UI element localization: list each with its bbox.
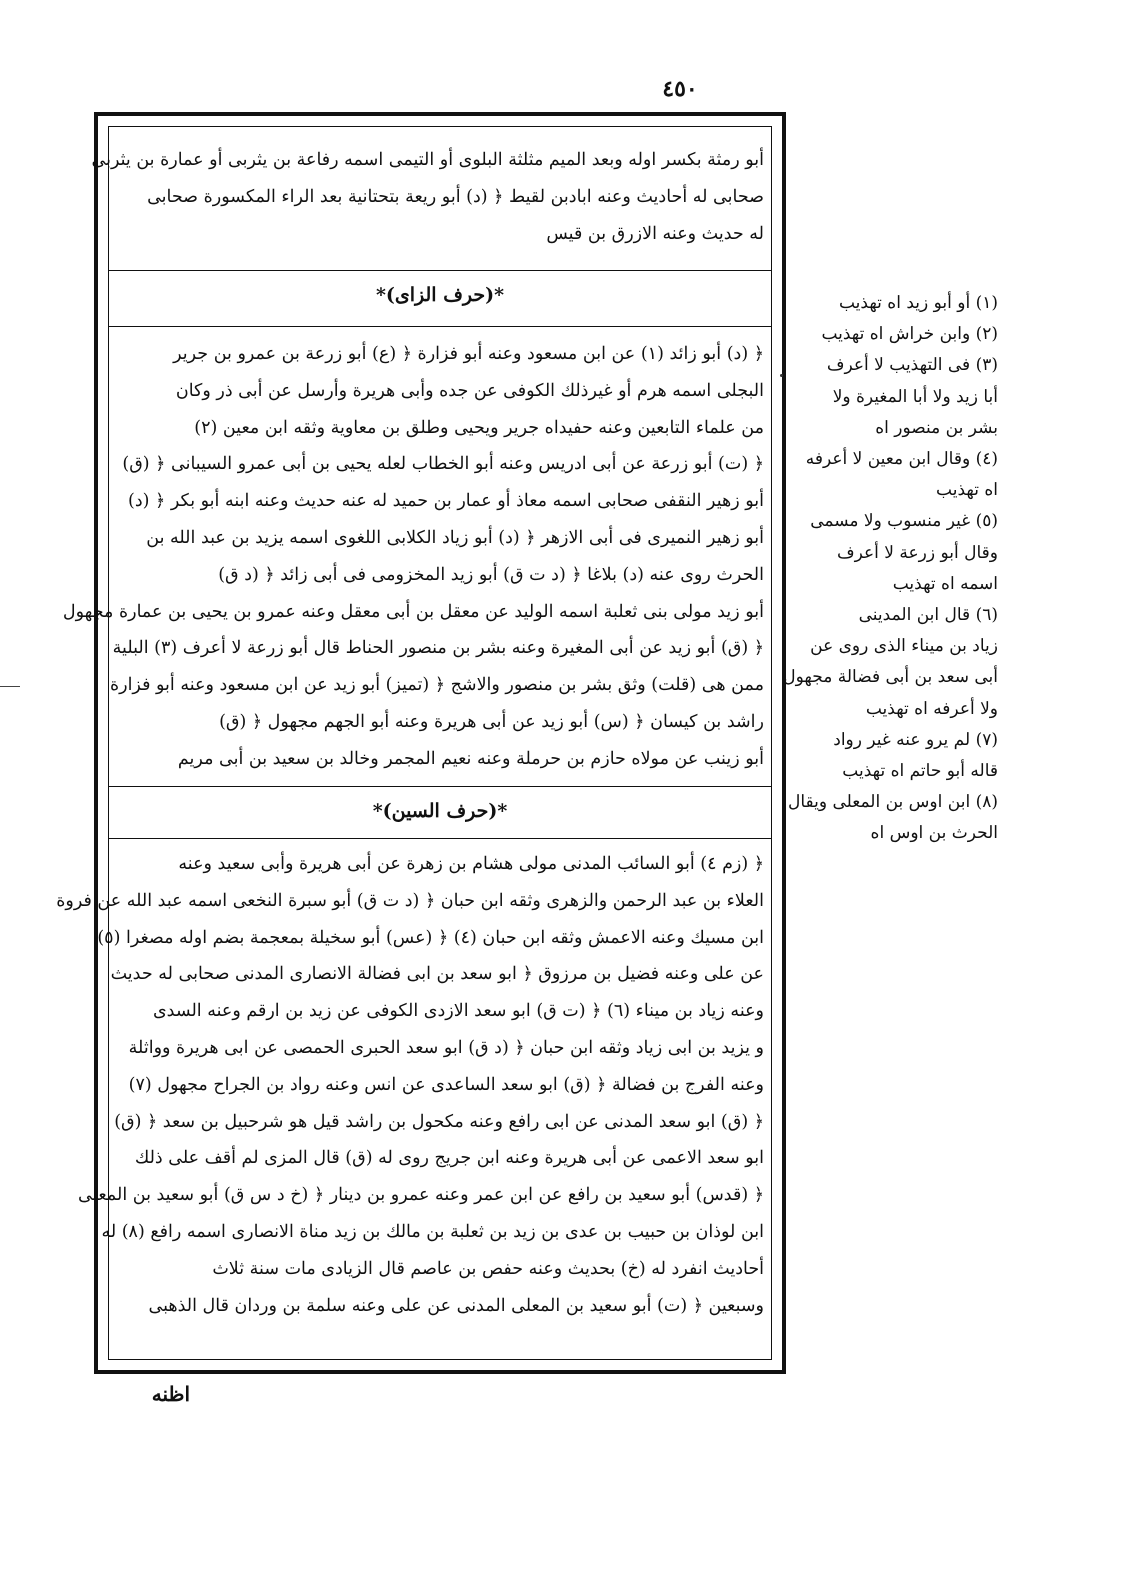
text-line: ﴿ (قدس) أبو سعيد بن رافع عن ابن عمر وعنه عمرو بن دينار ﴿ (خ د س ق) أبو سعيد بن المعلى <box>78 1185 764 1206</box>
text-line: ابو سعد الاعمى عن أبى هريرة وعنه ابن جريج روى له (ق) قال المزى لم أقف على ذلك <box>134 1148 764 1169</box>
page-number: ٤٥٠ <box>662 76 698 102</box>
text-line: راشد بن كيسان ﴿ (س) أبو زيد عن أبى هريرة وعنه أبو الجهم مجهول ﴿ (ق) <box>219 711 764 732</box>
text-line: أبو زهير النميرى فى أبى الازهر ﴿ (د) أبو زياد الكلابى اللغوى اسمه يزيد بن عبد الله بن <box>146 527 764 548</box>
margin-note-line: الحرث بن اوس اه <box>870 823 998 844</box>
text-line: و يزيد بن ابى زياد وثقه ابن حبان ﴿ (د ق) ابو سعد الحبرى الحمصى عن ابى هريرة وواثلة <box>128 1037 764 1058</box>
text-line: وعنه الفرج بن فضالة ﴿ (ق) ابو سعد الساعدى عن انس وعنه رواد بن الجراح مجهول (٧) <box>128 1074 764 1095</box>
margin-note-line: (٨) ابن اوس بن المعلى ويقال <box>788 792 998 813</box>
margin-note-line: قاله أبو حاتم اه تهذيب <box>842 761 998 782</box>
scan-dot <box>780 374 783 377</box>
sin-section-text <box>56 846 764 1324</box>
catchword: اظنه <box>151 1382 190 1406</box>
text-line: أبو زهير النقفى صحابى اسمه معاذ أو عمار بن حميد له عنه حديث وعنه ابنه أبو بكر ﴿ (د) <box>128 491 764 512</box>
margin-note-line: (٧) لم يرو عنه غير رواد <box>833 729 998 750</box>
text-line: ﴿ (د) أبو زائد (١) عن ابن مسعود وعنه أبو فزارة ﴿ (ع) أبو زرعة بن عمرو بن جرير <box>173 344 764 364</box>
margin-note-line: أبا زيد ولا أبا المغيرة ولا <box>832 386 998 407</box>
margin-note-line: (٥) غير منسوب ولا مسمى <box>810 511 998 532</box>
text-line: له حديث وعنه الازرق بن قيس <box>546 223 764 244</box>
margin-note-line: اسمه اه تهذيب <box>892 573 998 594</box>
text-line: أبو رمثة بكسر اوله وبعد الميم مثلثة البلوى أو التيمى اسمه رفاعة بن يثربى أو عمارة بن يثربى <box>91 150 764 170</box>
text-line: ﴿ (زم ٤) أبو السائب المدنى مولى هشام بن زهرة عن أبى هريرة وأبى سعيد وعنه <box>178 854 764 874</box>
margin-note-line: ولا أعرفه اه تهذيب <box>865 698 998 719</box>
text-line: أبو زينب عن مولاه حازم بن حرملة وعنه نعيم المجمر وخالد بن سعيد بن أبى مريم <box>177 748 764 769</box>
text-line: أبو زيد مولى بنى ثعلبة اسمه الوليد عن معقل بن أبى معقل وعنه عمرو بن يحيى بن عمارة مجهول <box>62 601 764 622</box>
scan-mark <box>0 686 20 687</box>
text-line: ابن مسيك وعنه الاعمش وثقه ابن حبان (٤) ﴿ (عس) أبو سخيلة بمعجمة بضم اوله مصغرا (٥) <box>97 927 764 948</box>
text-line: ﴿ (ق) أبو زيد عن أبى المغيرة وعنه بشر بن منصور الحناط قال أبو زرعة لا أعرف (٣) البلية <box>112 638 764 659</box>
section-heading-sin: *(حرف السين)* <box>372 800 508 822</box>
text-line: ابن لوذان بن حبيب بن عدى بن زيد بن ثعلبة بن مالك بن زيد مناة الانصارى اسمه رافع (٨) له <box>101 1221 764 1242</box>
text-line: وسبعين ﴿ (ت) أبو سعيد بن المعلى المدنى عن على وعنه سلمة بن وردان قال الذهبى <box>148 1295 764 1316</box>
section-divider <box>108 326 772 327</box>
text-line: عن على وعنه فضيل بن مرزوق ﴿ ابو سعد بن ابى فضالة الانصارى المدنى صحابى له حديث <box>110 964 764 985</box>
text-line: ممن هى (قلت) وثق بشر بن منصور والاشج ﴿ (تميز) أبو زيد عن ابن مسعود وعنه أبو فزارة <box>109 675 764 696</box>
text-line: أحاديث انفرد له (خ) بحديث وعنه حفص بن عاصم قال الزيادى مات سنة ثلاث <box>212 1258 764 1279</box>
margin-note-line: بشر بن منصور اه <box>875 417 998 438</box>
zay-section-text <box>62 336 764 778</box>
section-divider <box>108 270 772 271</box>
text-line: من علماء التابعين وعنه حفيداه جرير ويحيى وطلق بن معاوية وثقه ابن معين (٢) <box>194 417 764 438</box>
section-heading-zay: *(حرف الزاى)* <box>375 284 505 306</box>
text-line: وعنه زياد بن ميناء (٦) ﴿ (ت ق) ابو سعد الازدى الكوفى عن زيد بن ارقم وعنه السدى <box>152 1001 764 1022</box>
section-divider <box>108 838 772 839</box>
margin-note-line: (٦) قال ابن المدينى <box>858 605 998 626</box>
margin-note-line: (٢) وابن خراش اه تهذيب <box>821 324 998 345</box>
margin-note-line: اه تهذيب <box>936 480 998 501</box>
text-line: ﴿ (ق) ابو سعد المدنى عن ابى رافع وعنه مكحول بن راشد قيل هو شرحبيل بن سعد ﴿ (ق) <box>114 1111 764 1132</box>
margin-note-line: (١) أو أبو زيد اه تهذيب <box>838 293 998 313</box>
margin-notes <box>784 288 998 850</box>
margin-note-line: وقال أبو زرعة لا أعرف <box>837 542 998 563</box>
margin-note-line: زياد بن ميناء الذى روى عن <box>810 636 998 657</box>
text-line: ﴿ (ت) أبو زرعة عن أبى ادريس وعنه أبو الخطاب لعله يحيى بن أبى عمرو السيبانى ﴿ (ق) <box>122 454 764 475</box>
text-line: صحابى له أحاديث وعنه ابادبن لقيط ﴿ (د) أبو ريعة بتحتانية بعد الراء المكسورة صحابى <box>147 186 764 207</box>
margin-note-line: (٤) وقال ابن معين لا أعرفه <box>805 449 998 470</box>
intro-paragraph <box>91 142 764 252</box>
text-line: الحرث روى عنه (د) بلاغا ﴿ (د ت ق) أبو زيد المخزومى فى أبى زائد ﴿ (د ق) <box>218 564 764 585</box>
section-divider <box>108 786 772 787</box>
text-line: البجلى اسمه هرم أو غيرذلك الكوفى عن جده وأبى هريرة وأرسل عن أبى ذر وكان <box>175 380 764 401</box>
margin-note-line: (٣) فى التهذيب لا أعرف <box>826 355 998 376</box>
text-line: العلاء بن عبد الرحمن والزهرى وثقه ابن حبان ﴿ (د ت ق) أبو سبرة النخعى اسمه عبد الله عن فروة <box>56 890 764 911</box>
margin-note-line: أبى سعد بن أبى فضالة مجهول <box>783 667 998 688</box>
